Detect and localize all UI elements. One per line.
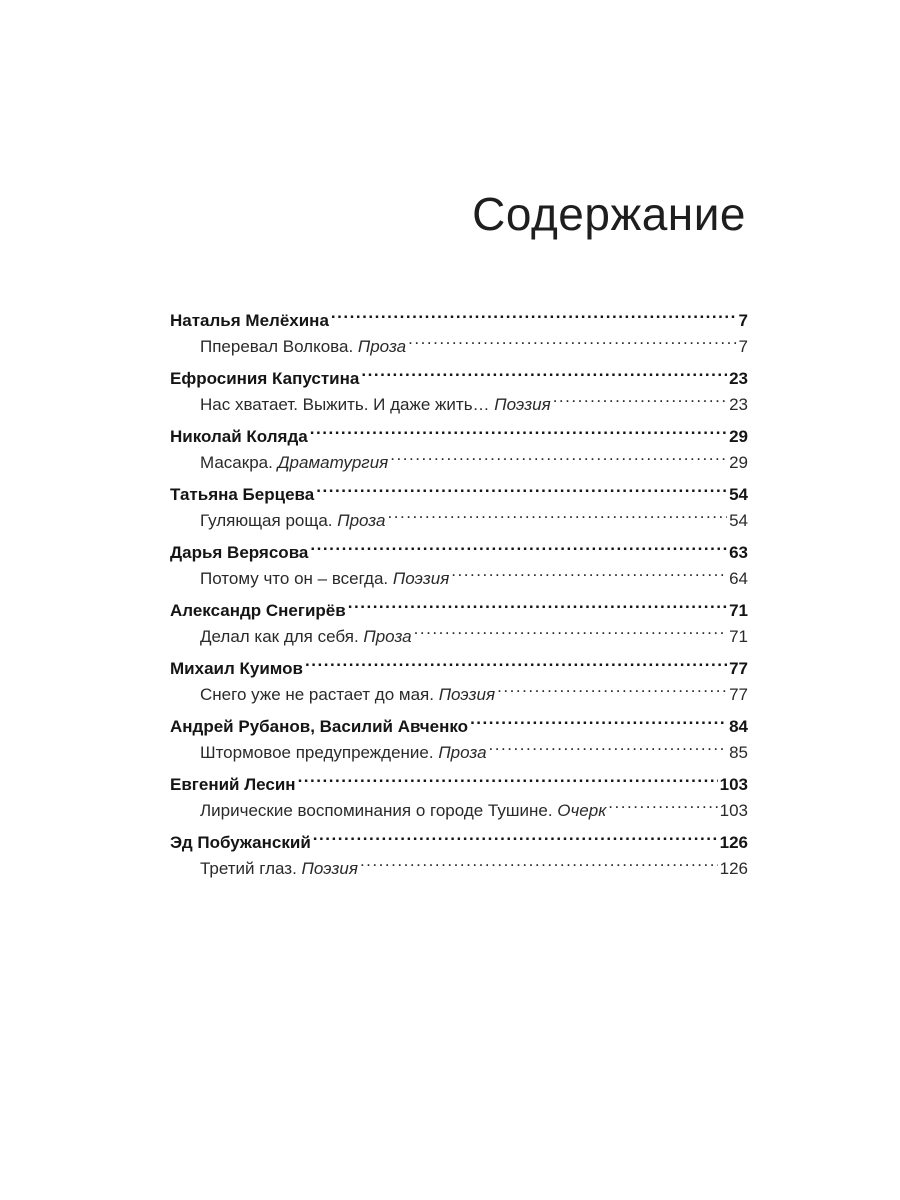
toc-author-row[interactable] xyxy=(170,830,748,856)
toc-work-row[interactable] xyxy=(170,450,748,476)
page-number: 29 xyxy=(729,453,748,472)
work-label xyxy=(200,334,406,360)
page-number: 64 xyxy=(729,569,748,588)
dot-leader xyxy=(310,425,727,442)
work-genre: Проза xyxy=(337,511,386,530)
dot-leader xyxy=(360,857,718,874)
toc-author-row[interactable] xyxy=(170,424,748,450)
toc-work-row[interactable] xyxy=(170,334,748,360)
page-number: 54 xyxy=(729,511,748,530)
toc-entry xyxy=(170,540,748,592)
work-label xyxy=(200,682,495,708)
toc-work-row[interactable] xyxy=(170,392,748,418)
work-genre: Поэзия xyxy=(494,395,551,414)
dot-leader xyxy=(497,683,727,700)
dot-leader xyxy=(553,393,727,410)
author-name: Андрей Рубанов, Василий Авченко xyxy=(170,717,469,736)
toc-entry xyxy=(170,308,748,360)
page-title: Содержание xyxy=(472,188,746,240)
dot-leader xyxy=(489,741,728,758)
author-name: Михаил Куимов xyxy=(170,659,303,678)
page-number: 77 xyxy=(729,685,748,704)
toc-entry xyxy=(170,830,748,882)
work-genre: Драматургия xyxy=(277,453,389,472)
table-of-contents xyxy=(170,308,748,888)
toc-author-row[interactable] xyxy=(170,482,748,508)
dot-leader xyxy=(608,799,717,816)
page-number: 126 xyxy=(719,859,748,878)
page-number: 23 xyxy=(729,369,748,388)
toc-work-row[interactable] xyxy=(170,856,748,882)
page-number: 63 xyxy=(729,543,748,562)
dot-leader xyxy=(316,483,727,500)
toc-entry xyxy=(170,656,748,708)
page-number: 84 xyxy=(729,717,748,736)
author-name: Ефросиния Капустина xyxy=(170,369,360,388)
dot-leader xyxy=(313,831,718,848)
toc-entry xyxy=(170,714,748,766)
dot-leader xyxy=(390,451,727,468)
work-genre: Проза xyxy=(438,743,487,762)
dot-leader xyxy=(470,715,727,732)
dot-leader xyxy=(310,541,727,558)
page-number: 77 xyxy=(729,659,748,678)
work-genre: Проза xyxy=(363,627,412,646)
toc-work-row[interactable] xyxy=(170,740,748,766)
toc-author-row[interactable] xyxy=(170,598,748,624)
work-label xyxy=(200,856,358,882)
work-label xyxy=(200,450,388,476)
work-label xyxy=(200,798,606,824)
author-name: Эд Побужанский xyxy=(170,833,311,852)
page-number: 7 xyxy=(738,337,748,356)
dot-leader xyxy=(331,309,737,326)
toc-work-row[interactable] xyxy=(170,798,748,824)
toc-work-row[interactable] xyxy=(170,508,748,534)
toc-work-row[interactable] xyxy=(170,682,748,708)
author-name: Александр Снегирёв xyxy=(170,601,346,620)
dot-leader xyxy=(348,599,727,616)
toc-author-row[interactable] xyxy=(170,772,748,798)
work-title: Нас хватает. Выжить. И даже жить… xyxy=(200,395,490,414)
page-number: 7 xyxy=(738,311,748,330)
work-label xyxy=(200,566,449,592)
work-title: Пперевал Волкова. xyxy=(200,337,354,356)
toc-author-row[interactable] xyxy=(170,308,748,334)
toc-author-row[interactable] xyxy=(170,714,748,740)
page-number: 71 xyxy=(729,601,748,620)
page-number: 126 xyxy=(719,833,748,852)
page-number: 54 xyxy=(729,485,748,504)
dot-leader xyxy=(361,367,727,384)
page-number: 103 xyxy=(719,775,748,794)
toc-entry xyxy=(170,772,748,824)
dot-leader xyxy=(414,625,727,642)
toc-author-row[interactable] xyxy=(170,366,748,392)
author-name: Наталья Мелёхина xyxy=(170,311,329,330)
dot-leader xyxy=(408,335,736,352)
work-title: Потому что он – всегда. xyxy=(200,569,389,588)
work-title: Масакра. xyxy=(200,453,273,472)
author-name: Дарья Верясова xyxy=(170,543,309,562)
toc-entry xyxy=(170,424,748,476)
author-name: Евгений Лесин xyxy=(170,775,296,794)
page-number: 23 xyxy=(729,395,748,414)
work-title: Лирические воспоминания о городе Тушине. xyxy=(200,801,553,820)
work-title: Штормовое предупреждение. xyxy=(200,743,434,762)
page-number: 103 xyxy=(719,801,748,820)
dot-leader xyxy=(387,509,727,526)
author-name: Николай Коляда xyxy=(170,427,308,446)
work-title: Снего уже не растает до мая. xyxy=(200,685,434,704)
work-label xyxy=(200,392,551,418)
page-number: 29 xyxy=(729,427,748,446)
work-title: Третий глаз. xyxy=(200,859,297,878)
dot-leader xyxy=(451,567,727,584)
work-genre: Проза xyxy=(357,337,407,356)
work-title: Делал как для себя. xyxy=(200,627,359,646)
author-name: Татьяна Берцева xyxy=(170,485,315,504)
toc-work-row[interactable] xyxy=(170,624,748,650)
toc-entry xyxy=(170,598,748,650)
work-title: Гуляющая роща. xyxy=(200,511,333,530)
toc-entry xyxy=(170,482,748,534)
toc-work-row[interactable] xyxy=(170,566,748,592)
work-label xyxy=(200,624,412,650)
page-number: 85 xyxy=(729,743,748,762)
work-label xyxy=(200,508,385,534)
work-genre: Поэзия xyxy=(301,859,358,878)
work-genre: Поэзия xyxy=(392,569,450,588)
toc-author-row[interactable] xyxy=(170,540,748,566)
work-genre: Поэзия xyxy=(438,685,496,704)
page-number: 71 xyxy=(729,627,748,646)
toc-author-row[interactable] xyxy=(170,656,748,682)
work-genre: Очерк xyxy=(557,801,607,820)
toc-entry xyxy=(170,366,748,418)
work-label xyxy=(200,740,487,766)
dot-leader xyxy=(305,657,727,674)
dot-leader xyxy=(298,773,718,790)
